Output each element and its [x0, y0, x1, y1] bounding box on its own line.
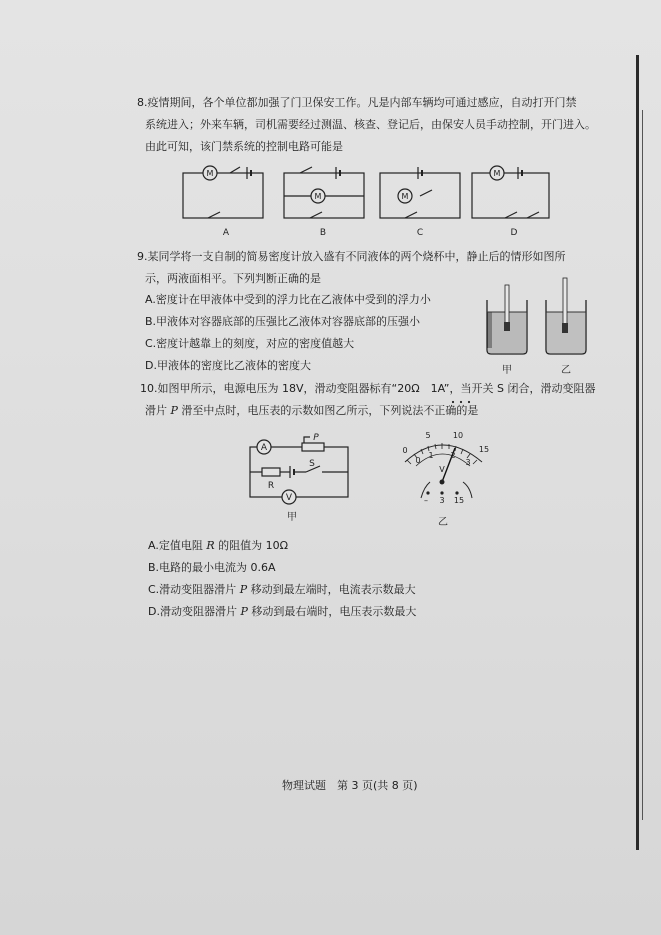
figure-caption-yi: 乙	[438, 517, 448, 528]
meter-tick-lower-3: 3	[465, 458, 471, 467]
slider-label: P	[313, 433, 319, 443]
q9-line-2: 示，两液面相平。下列判断正确的是	[145, 272, 321, 285]
motor-label-c: M	[401, 192, 409, 201]
beaker-label-yi: 乙	[561, 365, 571, 376]
q9-option-c: C.密度计越靠上的刻度，对应的密度值越大	[145, 337, 355, 350]
q8-line-3: 由此可知，该门禁系统的控制电路可能是	[145, 140, 343, 153]
meter-tick-upper-15: 15	[478, 445, 490, 454]
meter-tick-lower-1: 1	[428, 451, 434, 460]
circuit-label-b: B	[319, 228, 327, 238]
motor-label-d: M	[493, 169, 501, 178]
meter-tick-upper-10: 10	[452, 431, 464, 440]
meter-tick-zero-left: 0	[402, 446, 408, 455]
ammeter-symbol: A	[260, 443, 268, 453]
page-footer: 物理试题 第 3 页(共 8 页)	[282, 779, 418, 792]
beaker-label-jia: 甲	[502, 365, 512, 376]
q10-line-2: 滑片 P 滑至中点时，电压表的示数如图乙所示，下列说法不正确的是	[145, 404, 479, 417]
q10-option-a: A.定值电阻 R 的阻值为 10Ω	[148, 539, 289, 552]
q10-meter-yi	[405, 401, 482, 498]
q10-option-b: B.电路的最小电流为 0.6A	[148, 561, 276, 574]
q9-line-1: 9.某同学将一支自制的简易密度计放入盛有不同液体的两个烧杯中，静止后的情形如图所	[137, 250, 566, 263]
q9-option-a: A.密度计在甲液体中受到的浮力比在乙液体中受到的浮力小	[145, 293, 431, 306]
q8-line-2: 系统进入；外来车辆，司机需要经过测温、核查、登记后，由保安人员手动控制，开门进入。	[145, 118, 596, 131]
figure-caption-jia: 甲	[287, 512, 297, 523]
resistor-label: R	[267, 481, 275, 491]
meter-terminal-15: 15	[453, 496, 465, 505]
meter-tick-lower-2: 2	[450, 451, 456, 460]
meter-unit: V	[439, 465, 445, 474]
circuit-label-c: C	[416, 228, 424, 238]
q10-option-c: C.滑动变阻器滑片 P 移动到最左端时，电流表示数最大	[148, 583, 416, 596]
circuit-label-d: D	[510, 228, 518, 238]
motor-label-b: M	[314, 192, 322, 201]
circuit-label-a: A	[222, 228, 230, 238]
q10-line-1: 10.如图甲所示，电源电压为 18V，滑动变阻器标有“20Ω 1A”，当开关 S 闭合，滑动变阻器	[140, 382, 596, 395]
q9-option-b: B.甲液体对容器底部的压强比乙液体对容器底部的压强小	[145, 315, 421, 328]
voltmeter-symbol: V	[285, 493, 293, 503]
meter-terminal-3: 3	[439, 496, 445, 505]
switch-label: S	[309, 459, 315, 469]
q10-option-d: D.滑动变阻器滑片 P 移动到最右端时，电压表示数最大	[148, 605, 417, 618]
q8-line-1: 8.疫情期间，各个单位都加强了门卫保安工作。凡是内部车辆均可通过感应，自动打开门禁	[137, 96, 577, 109]
meter-terminal-neg: –	[424, 496, 428, 505]
q9-option-d: D.甲液体的密度比乙液体的密度大	[145, 359, 311, 372]
meter-tick-upper-5: 5	[425, 431, 431, 440]
meter-tick-zero-right: 0	[415, 456, 421, 465]
motor-label-a: M	[206, 169, 214, 178]
